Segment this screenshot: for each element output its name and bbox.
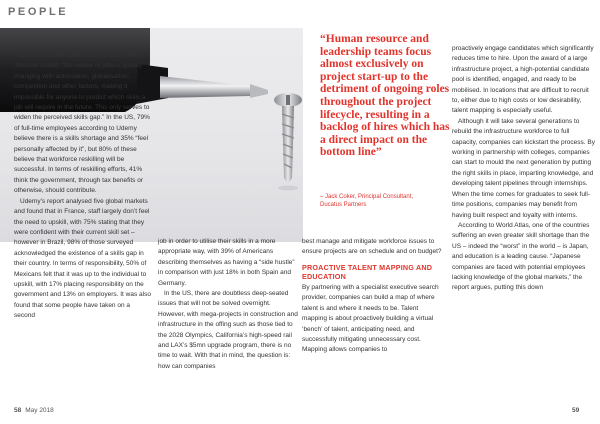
paragraph: On a worldwide scale, Udemy CEO Kevin Johnson stated: “the nature of jobs is quickly changing with automation, globalisation, competition and other factors, making it impossible for anyone to predict which skills a job will require in the future. This only serves to widen the perceived skills gap.” In the US, 79% of full-time employees according to Udemy believe there is a skills shortage and 35% “feel personally affected by it”, but 80% of these believe that workforce reskilling will be successful. In terms of reskilling efforts, 41% think the government, through tax benefits or otherwise, should contribute. — [14, 52, 150, 195]
section-title: PEOPLE — [8, 6, 69, 18]
pull-quote: “Human resource and leadership teams focus almost exclusively on project start-up to the detriment of ongoing roles throughout the project lifecycle, resulting in a backlog of hires which has a direct impact on the bottom line” — [320, 33, 450, 159]
paragraph: According to World Atlas, one of the countries suffering an even greater skill shortage than the US – indeed the “worst” in the world – is Japan, and education is a leading cause. “Japanese companies are faced with potential employees lacking knowledge of the global markets,” the report argues, putting this down — [452, 221, 590, 292]
attribution-company: Ducatus Partners — [320, 201, 367, 208]
screw — [274, 93, 302, 184]
screwdriver-shaft — [160, 76, 268, 98]
issue-date: May 2018 — [25, 407, 54, 414]
paragraph: best manage and mitigate workforce issues to ensure projects are on schedule and on budget? — [302, 238, 442, 256]
section-heading: PROACTIVE TALENT MAPPING AND EDUCATION — [302, 262, 433, 282]
paragraph: job in order to utilise their skills in a more appropriate way, with 39% of Americans describing themselves as having a “side hustle” in comparison with just 18% in both Spain and Germany. — [158, 238, 295, 287]
column-4 — [452, 44, 596, 294]
page-number-left: 58 — [14, 407, 22, 414]
page-number-right: 59 — [572, 407, 580, 414]
pull-quote-attribution — [320, 194, 452, 210]
column-3 — [302, 237, 444, 356]
paragraph: Udemy’s report analysed five global markets and found that in France, staff largely don’t feel the need to upskill, with 75% stating that they were confident with their current skill set – however in Brazil, 98% of those surveyed acknowledged the existence of a skills gap in their country. In terms of responsibility, 50% of Mexicans felt that it was up to the individual to upskill, with 17% placing responsibility on the government and 13% on employers. It was also found that some people have taken on a second — [14, 197, 151, 320]
attribution-name: – Jack Coker, Principal Consultant, — [320, 194, 414, 200]
column-1 — [14, 51, 152, 322]
paragraph: Although it will take several generations to rebuild the infrastructure workforce to full capacity, companies can kickstart the process. By working in partnership with colleges, companies can start to mould the next generation by putting the right skills in place, imparting knowledge, and developing talent pipelines through internships. When the time comes for graduates to seek full-time positions, companies may benefit from having built respect and loyalty with interns. — [452, 117, 595, 219]
paragraph: By partnering with a specialist executive search provider, companies can build a map of where talent is and where it needs to be. Talent mapping is about proactively building a virtual ‘bench’ of talent, anticipating need, and successfully mitigating unnecessary cost. Mapping allows companies to — [302, 284, 439, 354]
paragraph: proactively engage candidates which significantly reduces time to hire. Upon the award of a large infrastructure project, a high-potential candidate pool is identified, engaged, and ready to be mobilised. In locations that are difficult to recruit to, either due to high costs or low desirability, talent mapping is especially useful. — [452, 45, 594, 115]
column-2 — [158, 237, 299, 372]
left-folio — [14, 407, 54, 414]
paragraph: In the US, there are doubtless deep-seated issues that will not be solved overnight. However, with mega-projects in construction and infrastructure in the offing such as those tied to the 2028 Olympics, California’s high-speed rail and LAX’s $5mn upgrade program, there is no time to wait. With that in mind, the question is: how can companies — [158, 290, 298, 370]
